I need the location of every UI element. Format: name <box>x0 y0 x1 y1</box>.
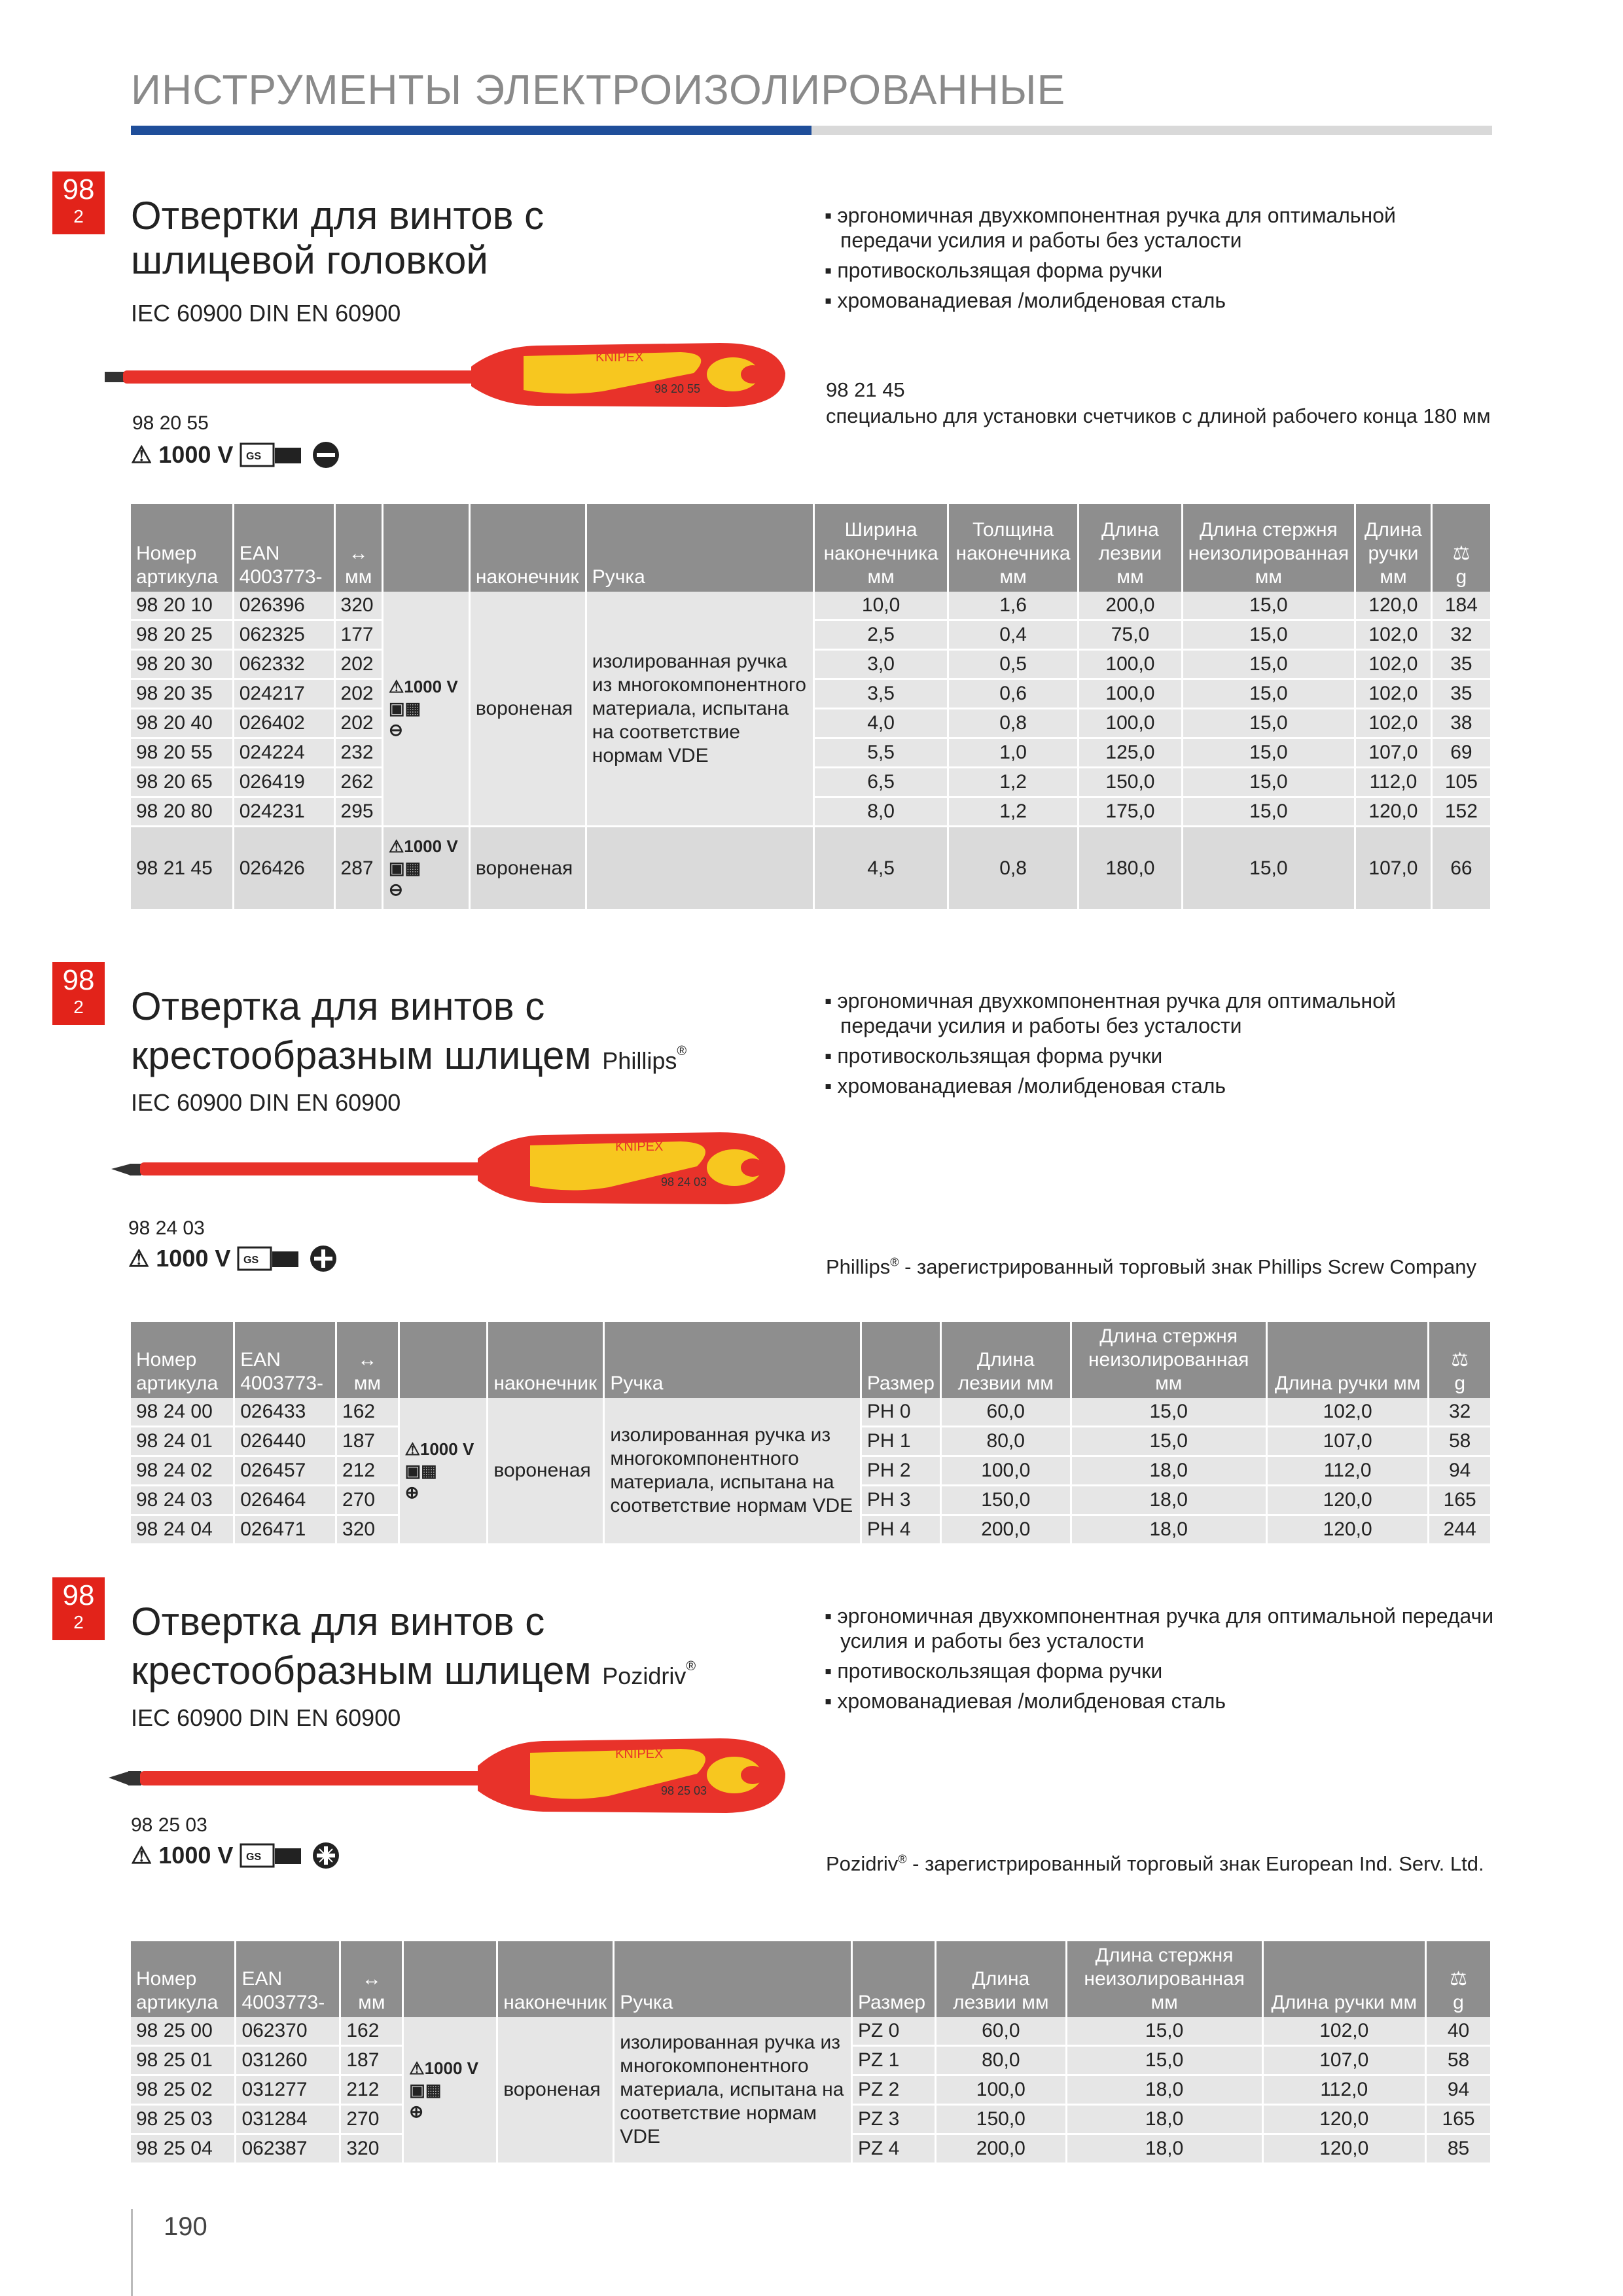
table-row: 98 24 04 026471 320 PH 4 200,0 18,0 120,0 244 <box>131 1515 1491 1545</box>
vde-certification-icon: ▣▦ <box>409 2079 442 2100</box>
table-row: 98 25 00 062370 162 ⚠1000 V ▣▦ ⊕ вороненая изолированная ручка из многокомпонентного материала, испытана на соответствие нормам VDE PZ 0 60,0 15,0 102,0 40 <box>131 2017 1491 2046</box>
col-header: Ширина наконечника мм <box>814 504 948 592</box>
vde-certification-icon <box>237 1244 302 1274</box>
col-header: EAN 4003773- <box>236 1941 340 2017</box>
col-header: Длина ручки мм <box>1355 504 1432 592</box>
table-row: 98 25 02 031277 212 PZ 2 100,0 18,0 112,0 94 <box>131 2075 1491 2105</box>
table-row: 98 20 65 026419 262 6,5 1,2 150,0 15,0 112,0 105 <box>131 768 1491 797</box>
slotted-tip-icon <box>312 440 340 469</box>
svg-text:GS: GS <box>246 1852 262 1863</box>
handle-label: 98 24 03 <box>661 1175 707 1189</box>
spec-table <box>131 1941 1492 2164</box>
col-header: Длина ручки мм <box>1262 1941 1426 2017</box>
col-header: Размер <box>861 1322 940 1398</box>
warning-triangle-icon: ⚠ <box>388 677 404 696</box>
table-row: 98 25 01 031260 187 PZ 1 80,0 15,0 107,0 58 <box>131 2046 1491 2075</box>
table-row: 98 24 01 026440 187 PH 1 80,0 15,0 107,0 58 <box>131 1427 1491 1456</box>
svg-text:GS: GS <box>243 1255 259 1266</box>
page-footer-bar <box>131 2209 133 2296</box>
slotted-screwdriver-image <box>105 334 798 432</box>
length-arrow-icon: ↔ <box>361 1968 382 1990</box>
slotted-tip-icon: ⊖ <box>388 880 403 899</box>
table-row: 98 20 40 026402 202 4,0 0,8 100,0 15,0 102,0 38 <box>131 709 1491 738</box>
standards: IEC 60900 DIN EN 60900 <box>131 1089 401 1116</box>
col-header: ↔ мм <box>336 1322 399 1398</box>
feature-item: передачи усилия и работы без усталости <box>840 1014 1242 1037</box>
col-header: ↔ мм <box>340 1941 403 2017</box>
col-header: Ручка <box>586 504 814 592</box>
table-row: 98 20 80 024231 295 8,0 1,2 175,0 15,0 120,0 152 <box>131 797 1491 827</box>
warning-triangle-icon: ⚠ <box>404 1439 420 1459</box>
note-code: 98 21 45 <box>826 378 905 401</box>
note-text: специально для установки счетчиков с длиной рабочего конца 180 мм <box>826 404 1491 427</box>
phillips-screwdriver-image <box>105 1126 798 1224</box>
col-header: ⚖ g <box>1426 1941 1491 2017</box>
col-header: наконечник <box>488 1322 604 1398</box>
section-badge: 98 2 <box>52 1577 105 1640</box>
insulation-rating: ⚠1000 V ▣▦ ⊖ <box>389 677 463 740</box>
product-code: 98 25 03 <box>131 1814 207 1836</box>
pozidriv-screwdriver-image <box>105 1734 798 1833</box>
col-header: ⚖ g <box>1429 1322 1491 1398</box>
spec-table <box>131 504 1492 911</box>
col-header: Ручка <box>604 1322 861 1398</box>
col-header: ↔ мм <box>334 504 382 592</box>
feature-list <box>825 203 1396 318</box>
voltage-rating: ⚠ 1000 V GS <box>131 1840 340 1871</box>
scale-icon: ⚖ <box>1452 543 1471 564</box>
section-badge: 98 2 <box>52 962 105 1025</box>
feature-item: ▪ хромованадиевая /молибденовая сталь <box>825 288 1396 313</box>
table-row: 98 24 03 026464 270 PH 3 150,0 18,0 120,0 165 <box>131 1486 1491 1515</box>
col-header <box>382 504 469 592</box>
section-badge: 98 2 <box>52 171 105 234</box>
handle-label: 98 25 03 <box>661 1784 707 1797</box>
col-header: Длина лезвии мм <box>940 1322 1071 1398</box>
col-header: Длина лезвии мм <box>1079 504 1182 592</box>
scale-icon: ⚖ <box>1450 1968 1467 1990</box>
feature-item: ▪ эргономичная двухкомпонентная ручка для оптимальной <box>825 988 1396 1013</box>
feature-item: ▪ эргономичная двухкомпонентная ручка для оптимальной <box>825 203 1396 228</box>
col-header: EAN 4003773- <box>234 1322 336 1398</box>
voltage-rating: ⚠ 1000 V GS <box>131 440 340 470</box>
vde-certification-icon <box>240 440 305 470</box>
feature-list <box>825 988 1396 1103</box>
col-header: Ручка <box>614 1941 852 2017</box>
col-header: EAN 4003773- <box>233 504 334 592</box>
feature-item: ▪ противоскользящая форма ручки <box>825 258 1396 283</box>
col-header: Длина стержня неизолированная мм <box>1182 504 1355 592</box>
trademark-note: Phillips® - зарегистрированный торговый знак Phillips Screw Company <box>826 1255 1477 1278</box>
table-row: 98 25 03 031284 270 PZ 3 150,0 18,0 120,0 165 <box>131 2105 1491 2134</box>
table-row: 98 21 45 026426 287 ⚠1000 V ▣▦ ⊖ вороненая 4,5 0,8 180,0 15,0 107,0 66 <box>131 827 1491 910</box>
product-code: 98 20 55 <box>132 412 209 434</box>
col-header: Длина стержня неизолированная мм <box>1066 1941 1262 2017</box>
table-row: 98 20 30 062332 202 3,0 0,5 100,0 15,0 102,0 35 <box>131 650 1491 679</box>
insulation-rating: ⚠1000 V ▣▦ ⊖ <box>389 836 463 900</box>
section-title: Отвертки для винтов с шлицевой головкой <box>131 194 544 282</box>
header-divider-accent <box>131 126 812 135</box>
insulation-rating: ⚠1000 V ▣▦ ⊕ <box>405 1439 482 1503</box>
table-row: 98 24 00 026433 162 ⚠1000 V ▣▦ ⊕ вороненая изолированная ручка из многокомпонентного материала, испытана на соответствие нормам VDE PH 0 60,0 15,0 102,0 32 <box>131 1398 1491 1427</box>
feature-item: усилия и работы без усталости <box>840 1629 1145 1653</box>
pozidriv-tip-icon: ⊕ <box>409 2101 424 2121</box>
col-header: Толщина наконечника мм <box>948 504 1078 592</box>
product-code: 98 24 03 <box>128 1217 205 1239</box>
length-arrow-icon: ↔ <box>348 543 368 564</box>
warning-triangle-icon: ⚠ <box>388 836 404 856</box>
col-header: Размер <box>851 1941 935 2017</box>
warning-triangle-icon: ⚠ <box>131 1842 152 1869</box>
section-title: Отвертка для винтов с крестообразным шлицем Pozidriv® <box>131 1600 696 1693</box>
table-row: 98 20 35 024217 202 3,5 0,6 100,0 15,0 102,0 35 <box>131 679 1491 709</box>
col-header: наконечник <box>497 1941 614 2017</box>
table-row: 98 20 55 024224 232 5,5 1,0 125,0 15,0 107,0 69 <box>131 738 1491 768</box>
insulation-rating: ⚠1000 V ▣▦ ⊕ <box>409 2058 491 2122</box>
pozidriv-tip-icon <box>312 1841 340 1870</box>
page-number: 190 <box>164 2212 207 2241</box>
feature-list <box>825 1604 1493 1719</box>
page-header-title: ИНСТРУМЕНТЫ ЭЛЕКТРОИЗОЛИРОВАННЫЕ <box>131 66 1066 113</box>
standards: IEC 60900 DIN EN 60900 <box>131 1704 401 1731</box>
vde-certification-icon: ▣▦ <box>388 858 421 878</box>
table-row: 98 20 10 026396 320 ⚠1000 V ▣▦ ⊖ вороненая изолированная ручка из многокомпонентного материала, испытана на соответствие нормам VDE 10,0 1,6 200,0 15,0 120,0 184 <box>131 592 1491 620</box>
feature-item: ▪ эргономичная двухкомпонентная ручка для оптимальной передачи <box>825 1604 1493 1628</box>
slotted-tip-icon: ⊖ <box>388 720 403 740</box>
table-row: 98 24 02 026457 212 PH 2 100,0 18,0 112,0 94 <box>131 1456 1491 1486</box>
warning-triangle-icon: ⚠ <box>409 2058 425 2078</box>
length-arrow-icon: ↔ <box>357 1349 378 1371</box>
feature-item: ▪ противоскользящая форма ручки <box>825 1043 1396 1068</box>
feature-item: ▪ хромованадиевая /молибденовая сталь <box>825 1689 1493 1713</box>
col-header: Длина лезвии мм <box>935 1941 1066 2017</box>
vde-certification-icon: ▣▦ <box>404 1460 437 1480</box>
standards: IEC 60900 DIN EN 60900 <box>131 300 401 327</box>
brand-logo-text: KNIPEX <box>596 350 644 365</box>
svg-text:GS: GS <box>246 451 262 462</box>
vde-certification-icon <box>240 1840 305 1871</box>
table-row: 98 20 25 062325 177 2,5 0,4 75,0 15,0 102,0 32 <box>131 620 1491 650</box>
phillips-tip-icon <box>309 1244 338 1273</box>
warning-triangle-icon: ⚠ <box>128 1245 150 1272</box>
vde-certification-icon: ▣▦ <box>388 698 421 718</box>
scale-icon: ⚖ <box>1451 1349 1469 1371</box>
voltage-rating: ⚠ 1000 V GS <box>128 1244 338 1274</box>
col-header <box>403 1941 497 2017</box>
feature-item: передачи усилия и работы без усталости <box>840 228 1242 252</box>
col-header: Длина ручки мм <box>1266 1322 1429 1398</box>
col-header: Номер артикула <box>131 504 233 592</box>
brand-logo-text: KNIPEX <box>615 1747 664 1761</box>
handle-label: 98 20 55 <box>654 382 701 395</box>
col-header: Номер артикула <box>131 1322 234 1398</box>
brand-logo-text: KNIPEX <box>615 1139 664 1154</box>
col-header: Номер артикула <box>131 1941 236 2017</box>
phillips-tip-icon: ⊕ <box>404 1482 419 1502</box>
col-header <box>399 1322 488 1398</box>
section-title: Отвертка для винтов с крестообразным шлицем Phillips® <box>131 984 687 1077</box>
spec-table <box>131 1322 1492 1545</box>
warning-triangle-icon: ⚠ <box>131 441 152 468</box>
trademark-note: Pozidriv® - зарегистрированный торговый знак European Ind. Serv. Ltd. <box>826 1852 1484 1875</box>
col-header: ⚖ g <box>1431 504 1491 592</box>
col-header: Длина стержня неизолированная мм <box>1071 1322 1266 1398</box>
feature-item: ▪ противоскользящая форма ручки <box>825 1659 1493 1683</box>
table-row: 98 25 04 062387 320 PZ 4 200,0 18,0 120,0 85 <box>131 2134 1491 2164</box>
col-header: наконечник <box>469 504 586 592</box>
feature-item: ▪ хромованадиевая /молибденовая сталь <box>825 1073 1396 1098</box>
